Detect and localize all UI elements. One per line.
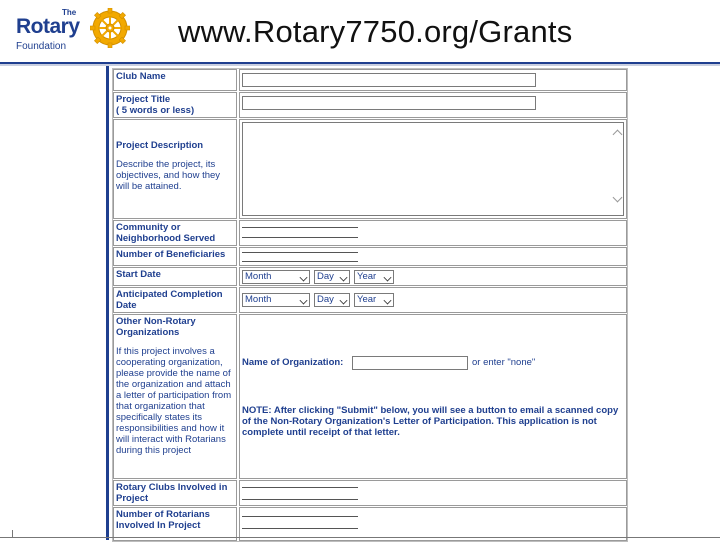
num-rotarians-input-line-1[interactable] (242, 516, 358, 517)
row-other-organizations (113, 314, 627, 479)
org-name-label: Name of Organization: (242, 357, 344, 368)
field-beneficiaries-cell (239, 247, 627, 266)
label-start-date: Start Date (113, 267, 237, 286)
row-completion-date (113, 287, 627, 313)
chevron-down-icon (384, 297, 392, 305)
rotary-clubs-input-line-1[interactable] (242, 487, 358, 488)
left-accent-bar (106, 66, 109, 540)
bottom-tick-mark (12, 530, 13, 538)
chevron-down-icon (300, 297, 308, 305)
rotary-wheel-icon (90, 8, 130, 48)
project-description-textarea[interactable] (242, 122, 624, 216)
label-club-name: Club Name (113, 69, 237, 91)
field-project-title-cell (239, 92, 627, 118)
bottom-divider (0, 537, 720, 538)
chevron-down-icon (340, 274, 348, 282)
row-project-title (113, 92, 627, 118)
label-other-organizations: Other Non-Rotary Organizations If this project involves a cooperating organization, please provide the name of the organization and attach a letter of participation from that organization that specifically states its responsibilities and how it will interact with Rotarians during this project (113, 314, 237, 479)
beneficiaries-input-line-2[interactable] (242, 261, 358, 262)
field-rotary-clubs-cell (239, 480, 627, 506)
label-project-description: Project Description Describe the project, its objectives, and how they will be attained. (113, 119, 237, 219)
logo-rotary: Rotary (16, 15, 80, 38)
logo-foundation: Foundation (16, 41, 67, 52)
grant-application-form (112, 68, 628, 542)
row-beneficiaries (113, 247, 627, 266)
start-year-select[interactable]: Year (354, 270, 394, 284)
letter-of-participation-note: NOTE: After clicking "Submit" below, you will see a button to email a scanned copy of the Non-Rotary Organization's Letter of Participation. This application is not complete until receipt of that letter. (242, 405, 619, 438)
start-day-select[interactable]: Day (314, 270, 350, 284)
scroll-up-icon[interactable] (613, 130, 623, 140)
logo-the: The (62, 8, 77, 17)
completion-month-select[interactable]: Month (242, 293, 310, 307)
scroll-down-icon[interactable] (613, 193, 623, 203)
field-other-organizations-cell (239, 314, 627, 479)
label-project-title: Project Title ( 5 words or less) (113, 92, 237, 118)
field-completion-date-cell (239, 287, 627, 313)
num-rotarians-input-line-2[interactable] (242, 528, 358, 529)
chevron-down-icon (300, 274, 308, 282)
row-start-date (113, 267, 627, 286)
row-rotary-clubs (113, 480, 627, 506)
label-community: Community or Neighborhood Served (113, 220, 237, 246)
project-title-input[interactable] (242, 96, 536, 110)
row-num-rotarians (113, 507, 627, 541)
field-num-rotarians-cell (239, 507, 627, 541)
club-name-input[interactable] (242, 73, 536, 87)
label-completion-date: Anticipated Completion Date (113, 287, 237, 313)
row-club-name (113, 69, 627, 91)
completion-day-select[interactable]: Day (314, 293, 350, 307)
org-name-input[interactable] (352, 356, 468, 370)
label-rotary-clubs: Rotary Clubs Involved in Project (113, 480, 237, 506)
or-none-hint: or enter "none" (472, 357, 536, 368)
field-project-description-cell (239, 119, 627, 219)
completion-year-select[interactable]: Year (354, 293, 394, 307)
field-start-date-cell (239, 267, 627, 286)
label-beneficiaries: Number of Beneficiaries (113, 247, 237, 266)
rotary-clubs-input-line-2[interactable] (242, 499, 358, 500)
chevron-down-icon (340, 297, 348, 305)
field-community-cell (239, 220, 627, 246)
site-title: www.Rotary7750.org/Grants (178, 14, 573, 49)
row-project-description (113, 119, 627, 219)
community-input-line-1[interactable] (242, 227, 358, 228)
slide-header (0, 0, 720, 62)
beneficiaries-input-line-1[interactable] (242, 252, 358, 253)
field-club-name-cell (239, 69, 627, 91)
rotary-foundation-logo (12, 6, 132, 56)
row-community (113, 220, 627, 246)
chevron-down-icon (384, 274, 392, 282)
community-input-line-2[interactable] (242, 237, 358, 238)
start-month-select[interactable]: Month (242, 270, 310, 284)
label-num-rotarians: Number of Rotarians Involved In Project (113, 507, 237, 541)
